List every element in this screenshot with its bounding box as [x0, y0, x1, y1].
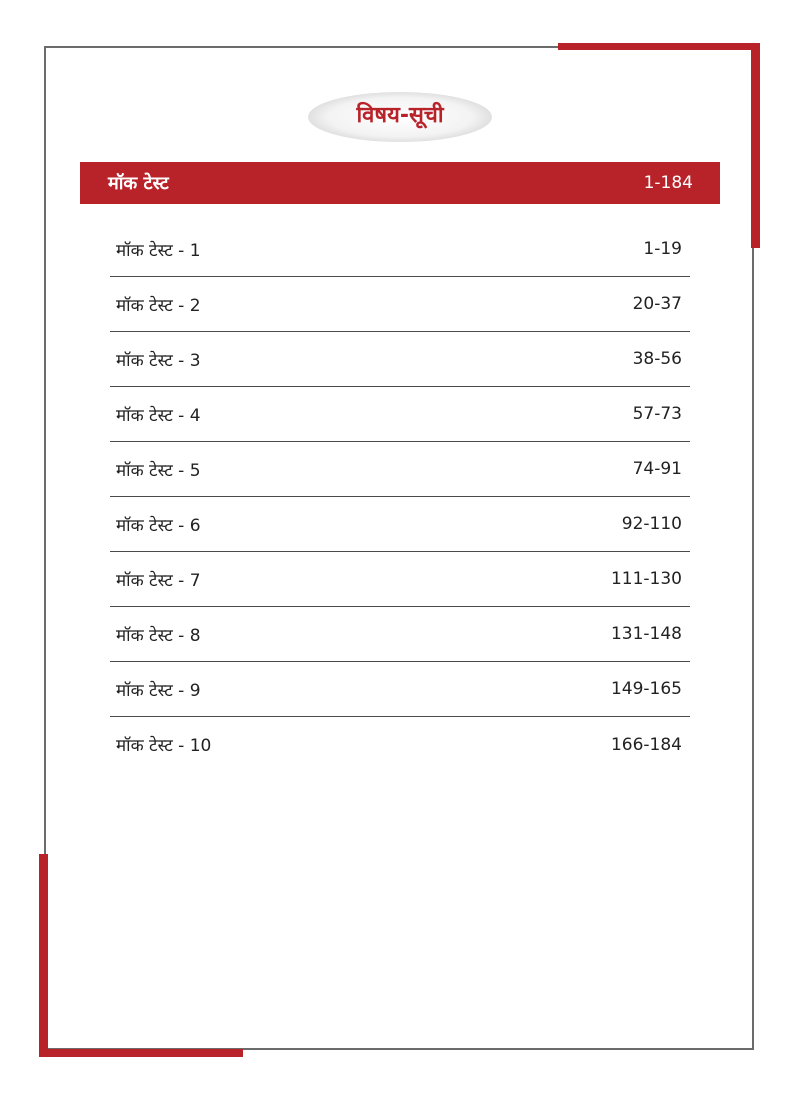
title-banner — [308, 88, 492, 146]
section-header — [80, 162, 720, 204]
toc-entry-label: मॉक टेस्ट - 4 — [116, 405, 201, 426]
toc-entry[interactable] — [110, 717, 690, 772]
toc-entry-label: मॉक टेस्ट - 2 — [116, 295, 201, 316]
page-title: विषय-सूची — [356, 103, 444, 128]
toc-entry-pages: 74-91 — [632, 459, 682, 479]
toc-entry-label: मॉक टेस्ट - 5 — [116, 460, 201, 481]
toc-entry[interactable] — [110, 552, 690, 607]
toc-entry-label: मॉक टेस्ट - 9 — [116, 680, 201, 701]
toc-entry-pages: 38-56 — [632, 349, 682, 369]
corner-accent-bottom — [39, 1049, 243, 1057]
toc-entry-label: मॉक टेस्ट - 6 — [116, 515, 201, 536]
toc-entry-label: मॉक टेस्ट - 7 — [116, 570, 201, 591]
toc-entry[interactable] — [110, 332, 690, 387]
corner-accent-left — [39, 854, 48, 1057]
toc-entry-label: मॉक टेस्ट - 1 — [116, 240, 201, 261]
toc-entry-pages: 149-165 — [610, 679, 682, 699]
toc-entry-label: मॉक टेस्ट - 10 — [116, 736, 212, 756]
corner-accent-right — [751, 43, 760, 248]
toc-entry-pages: 166-184 — [610, 734, 682, 755]
toc-entry-label: मॉक टेस्ट - 3 — [116, 350, 201, 371]
toc-entry[interactable] — [110, 387, 690, 442]
toc-entry-pages: 57-73 — [632, 404, 682, 424]
toc-entry[interactable] — [110, 497, 690, 552]
toc-entry-pages: 92-110 — [621, 514, 682, 534]
toc-entry-pages: 1-19 — [643, 239, 682, 259]
toc-entry[interactable] — [110, 607, 690, 662]
toc-entry-pages: 20-37 — [632, 294, 682, 314]
toc-entry[interactable] — [110, 222, 690, 277]
toc-entry-label: मॉक टेस्ट - 8 — [116, 625, 201, 646]
toc-entry-pages: 131-148 — [610, 624, 682, 644]
toc-list — [110, 222, 690, 772]
corner-accent-top — [558, 43, 760, 50]
section-pages: 1-184 — [643, 173, 693, 193]
section-label: मॉक टेस्ट — [108, 173, 169, 194]
toc-entry[interactable] — [110, 662, 690, 717]
toc-entry[interactable] — [110, 442, 690, 497]
toc-entry-pages: 111-130 — [610, 569, 682, 589]
toc-entry[interactable] — [110, 277, 690, 332]
